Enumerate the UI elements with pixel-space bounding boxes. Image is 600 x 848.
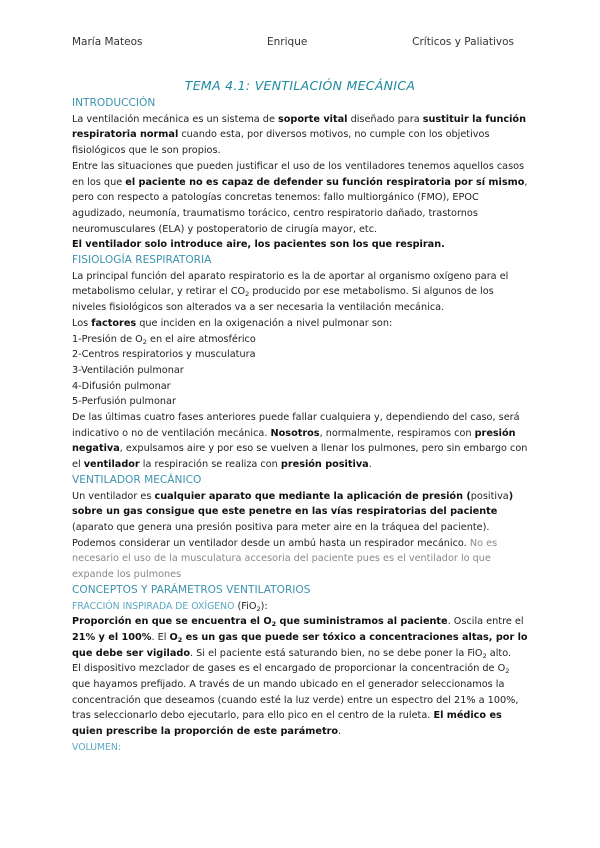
ventilador-heading: VENTILADOR MECÁNICO (72, 473, 202, 486)
fio2-paragraph-2: El dispositivo mezclador de gases es el encargado de proporcionar la concentración de $O_2$ que hayamos prefijado. A través de un mando ubicado en el generador seleccionamos la concentración que deseamos (cuando esté la luz verde) entre un espectro del 21% a 100%, tras seleccionarlo debo ejecutarlo, para ello pico en el centro de la ruleta. El médico es quien prescribe la proporción de este parámetro. (72, 663, 519, 738)
header-teacher: Enrique (267, 36, 308, 48)
intro-paragraph-3: El ventilador solo introduce aire, los pacientes son los que respiran. (72, 239, 445, 251)
intro-paragraph-2: Entre las situaciones que pueden justificar el uso de los ventiladores tenemos aquellos casos en los que el paciente no es capaz de defender su función respiratoria por sí mismo, pero con respecto a patologías concretas tenemos: fallo multiorgánico (FMO), EPOC agudizado, neumonía, traumatismo torácico, centro respiratorio dañado, trastornos neuromusculares (ELA) y postoperatorio de cirugía mayor, etc. (72, 160, 528, 235)
fisiologia-paragraph-3: De las últimas cuatro fases anteriores puede fallar cualquiera y, dependiendo del caso, será indicativo o no de ventilación mecánica. Nosotros, normalmente, respiramos con presión negativa, expulsamos aire y por eso se vuelven a llenar los pulmones, pero sin embargo con el ventilador la respiración se realiza con presión positiva. (72, 412, 528, 471)
factor-list-item: 1-Presión de $O_2$ en el aire atmosférico (72, 333, 256, 346)
fisiologia-heading: FISIOLOGÍA RESPIRATORIA (72, 254, 212, 267)
ventilador-paragraph: Un ventilador es cualquier aparato que mediante la aplicación de presión (positiva) sobre un gas consigue que este penetre en las vías respiratorias del paciente (aparato que genera una presión positiva para meter aire en la tráquea del paciente). Podemos considerar un ventilador desde un ambú hasta un respirador mecánico. No es necesario el uso de la musculatura accesoria del paciente pues es el ventilador lo que expande los pulmones (72, 490, 514, 581)
factor-list-item: 2-Centros respiratorios y musculatura (72, 349, 256, 361)
page-header (72, 36, 528, 52)
factor-list-item: 5-Perfusión pulmonar (72, 396, 176, 408)
fisiologia-paragraph-2: Los factores que inciden en la oxigenación a nivel pulmonar son: (72, 317, 393, 329)
conceptos-heading: CONCEPTOS Y PARÁMETROS VENTILATORIOS (72, 583, 311, 596)
fio2-subheading: FRACCIÓN INSPIRADA DE OXÍGENO (72, 600, 235, 612)
fio2-heading-line: FRACCIÓN INSPIRADA DE OXÍGENO (FiO$_2$): (72, 600, 268, 613)
header-author: María Mateos (72, 36, 143, 48)
intro-paragraph-1: La ventilación mecánica es un sistema de soporte vital diseñado para sustituir la función respiratoria normal cuando esta, por diversos motivos, no cumple con los objetivos fisiológicos que le son propios. (72, 113, 526, 157)
header-subject: Críticos y Paliativos (412, 36, 514, 48)
fisiologia-paragraph-1: La principal función del aparato respiratorio es la de aportar al organismo oxígeno para el metabolismo celular, y retirar el $CO_2$ producido por ese metabolismo. Si algunos de los niveles fisiológicos son alterados va a ser necesaria la ventilación mecánica. (72, 270, 509, 314)
volumen-subheading: VOLUMEN: (72, 741, 122, 753)
document-body (72, 96, 528, 756)
intro-heading: INTRODUCCIÓN (72, 97, 156, 109)
factor-list-item: 4-Difusión pulmonar (72, 380, 171, 392)
factor-list-item: 3-Ventilación pulmonar (72, 364, 184, 376)
page-title: TEMA 4.1: VENTILACIÓN MECÁNICA (184, 78, 416, 93)
fio2-paragraph-1: Proporción en que se encuentra el $O_2$ que suministramos al paciente. Oscila entre el 21% y el 100%. El $O_2$ es un gas que puede ser tóxico a concentraciones altas, por lo que debe ser vigilado. Si el paciente está saturando bien, no se debe poner la FiO$_2$ alto. (72, 616, 528, 660)
